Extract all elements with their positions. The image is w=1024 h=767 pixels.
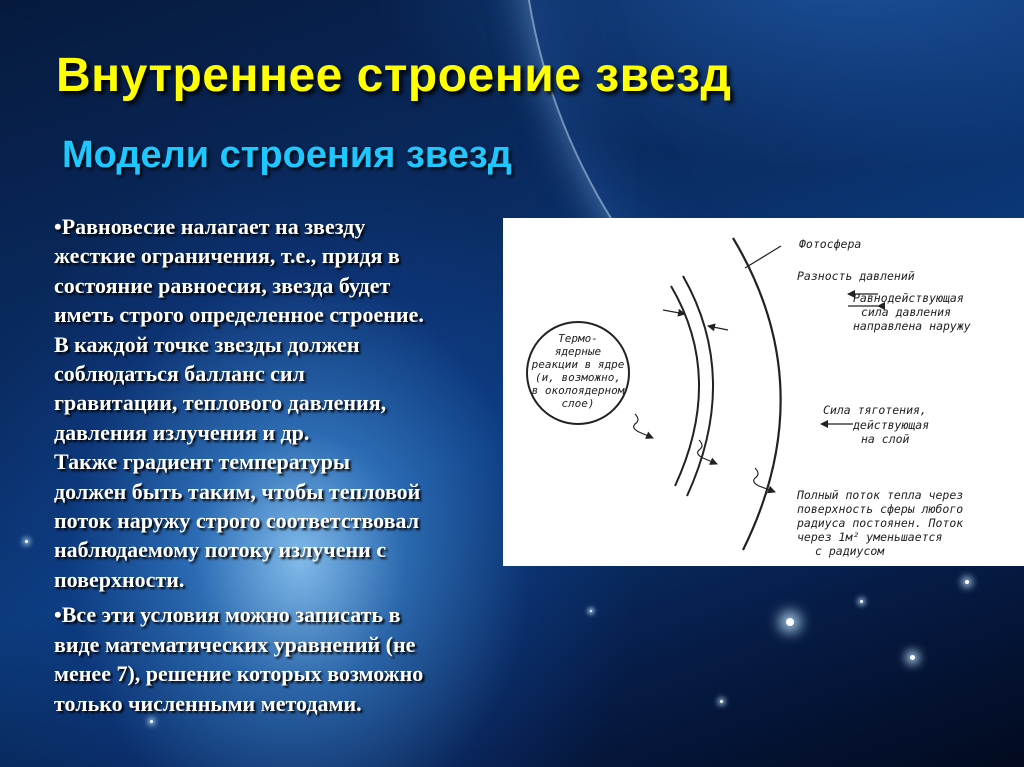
diagram-svg [503, 218, 1024, 566]
label-resultant: направлена наружу [853, 319, 971, 333]
photosphere-arc [733, 238, 781, 550]
pressure-arrow [663, 310, 685, 314]
pressure-arrow [708, 326, 728, 330]
heat-flow-arrow [634, 414, 653, 438]
label-core: (и, возможно, [534, 371, 622, 384]
star [910, 655, 915, 660]
label-core: в околоядерном [531, 384, 625, 397]
label-gravity: на слой [861, 432, 910, 446]
star [786, 618, 794, 626]
label-heat-flow: радиуса постоянен. Поток [797, 516, 964, 530]
paragraph-equilibrium: •Равновесие налагает на звезду жесткие ограничения, т.е., придя в состояние равноесия, звезда будет иметь строго определенное строение. В каждой точке звезды должен соблюдаться балланс сил гравитации, теплового давления, давления излучения и др. Также градиент температуры должен быть таким, чтобы тепловой поток наружу строго соответствовал наблюдаемому потоку излучени с поверхности. [54, 214, 424, 592]
label-gravity: действующая [853, 418, 930, 432]
star [150, 720, 153, 723]
star [720, 700, 723, 703]
label-resultant: сила давления [861, 305, 952, 319]
star-structure-diagram [503, 218, 1024, 566]
label-core: реакции в ядре [531, 358, 625, 371]
label-core: Термо- [558, 332, 598, 345]
page-title: Внутреннее строение звезд [56, 49, 732, 102]
page-subtitle: Модели строения звезд [62, 134, 512, 176]
label-core: ядерные [554, 345, 602, 358]
label-pressure-difference: Разность давлений [797, 269, 915, 283]
label-gravity: Сила тяготения, [823, 403, 927, 417]
label-heat-flow: с радиусом [815, 544, 885, 558]
inner-layer-arc [671, 286, 699, 486]
paragraph-equations: •Все эти условия можно записать в виде математических уравнений (не менее 7), решение которых возможно только численными методами. [54, 602, 424, 716]
photosphere-pointer [745, 246, 781, 268]
inner-layer-arc [683, 276, 713, 496]
star [25, 540, 28, 543]
label-heat-flow: через 1м² уменьшается [797, 530, 943, 544]
body-text [54, 212, 494, 718]
label-heat-flow: поверхность сферы любого [797, 502, 964, 516]
label-heat-flow: Полный поток тепла через [797, 488, 964, 502]
label-resultant: Равнодействующая [853, 291, 964, 305]
label-photosphere: Фотосфера [799, 237, 862, 251]
star [590, 610, 592, 612]
star [860, 600, 863, 603]
label-core: слое) [561, 397, 595, 410]
star [965, 580, 969, 584]
